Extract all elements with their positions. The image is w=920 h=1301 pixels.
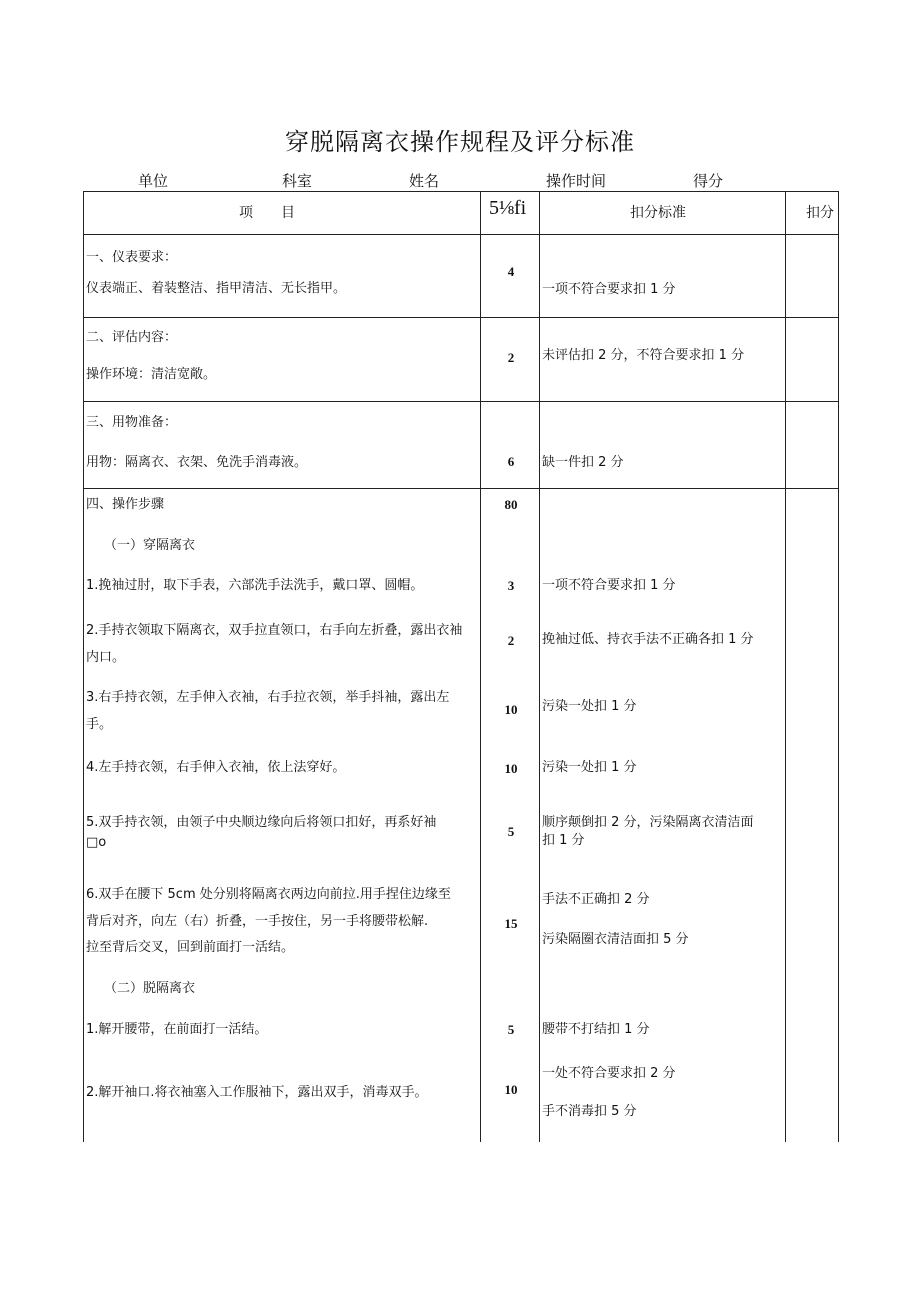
don-step6-line2: 背后对齐，向左（右）折叠，一手按住，另一手将腰带松解. [86, 914, 429, 929]
don-step2-line1: 2.手持衣领取下隔离衣，双手拉直领口，右手向左折叠，露出衣袖 [86, 623, 463, 638]
don-step5-criteria-line2: 扣 1 分 [542, 833, 585, 848]
don-step3-line2: 手。 [86, 717, 113, 732]
meta-dept: 科室 [282, 172, 313, 190]
row2-text: 操作环境：清洁宽敞。 [86, 367, 217, 382]
scoring-table [83, 191, 839, 1142]
don-step6-line1: 6.双手在腰下 5cm 处分别将隔离衣两边向前拉.用手捏住边缘至 [86, 887, 451, 902]
doff-step2-criteria-line2: 手不消毒扣 5 分 [542, 1104, 637, 1119]
row4-points: 80 [504, 497, 518, 512]
don-step5-criteria-line1: 顺序颠倒扣 2 分，污染隔离衣清洁面 [542, 815, 754, 830]
don-step6-line3: 拉至背后交叉，回到前面打一活结。 [86, 940, 295, 955]
meta-unit: 单位 [138, 172, 169, 190]
doff-step1-criteria: 腰带不打结扣 1 分 [542, 1022, 650, 1037]
header-item: 项 目 [239, 205, 295, 221]
row3-text: 用物：隔离衣、衣架、免洗手消毒液。 [86, 455, 308, 470]
don-step4-points: 10 [504, 761, 518, 776]
subsection-doff: （二）脱隔离衣 [104, 981, 196, 996]
don-step5-line1: 5.双手持衣领，由领子中央顺边缘向后将领口扣好，再系好袖 [86, 815, 437, 830]
row2-criteria: 未评估扣 2 分，不符合要求扣 1 分 [542, 348, 745, 363]
don-step1-criteria: 一项不符合要求扣 1 分 [542, 578, 676, 593]
row3-points: 6 [507, 454, 515, 469]
don-step3-line1: 3.右手持衣领，左手伸入衣袖，右手拉衣领，举手抖袖，露出左 [86, 690, 450, 705]
don-step3-points: 10 [504, 702, 518, 717]
row1-text: 仪表端正、着装整洁、指甲清洁、无长指甲。 [86, 281, 347, 296]
header-deduct: 扣分 [806, 205, 834, 221]
page-title: 穿脱隔离衣操作规程及评分标准 [285, 128, 635, 156]
row4-heading: 四、操作步骤 [86, 497, 165, 512]
subsection-don: （一）穿隔离衣 [104, 538, 196, 553]
doff-step2: 2.解开袖口.将衣袖塞入工作服袖下，露出双手，消毒双手。 [86, 1085, 428, 1100]
meta-score: 得分 [693, 172, 724, 190]
don-step6-criteria-line2: 污染隔圈衣清洁面扣 5 分 [542, 932, 689, 947]
doff-step2-points: 10 [504, 1082, 518, 1097]
don-step2-line2: 内口。 [86, 650, 126, 665]
row1-points: 4 [507, 264, 515, 279]
don-step1-points: 3 [507, 578, 515, 593]
don-step1: 1.挽袖过肘，取下手表，六部洗手法洗手，戴口罩、圆帽。 [86, 578, 424, 593]
doff-step1-points: 5 [507, 1022, 515, 1037]
don-step4-criteria: 污染一处扣 1 分 [542, 760, 637, 775]
don-step2-points: 2 [507, 633, 515, 648]
don-step5-line2: □o [86, 835, 107, 850]
doff-step2-criteria-line1: 一处不符合要求扣 2 分 [542, 1066, 676, 1081]
row2-heading: 二、评估内容： [86, 330, 178, 345]
row1-heading: 一、仪表要求： [86, 250, 178, 265]
don-step6-points: 15 [504, 916, 518, 931]
header-criteria: 扣分标准 [630, 205, 686, 221]
doff-step1: 1.解开腰带，在前面打一活结。 [86, 1022, 268, 1037]
row3-criteria: 缺一件扣 2 分 [542, 455, 624, 470]
header-points: 5⅛fi [489, 197, 527, 219]
don-step6-criteria-line1: 手法不正确扣 2 分 [542, 892, 650, 907]
row1-criteria: 一项不符合要求扣 1 分 [542, 282, 676, 297]
meta-time: 操作时间 [546, 172, 607, 190]
don-step2-criteria: 挽袖过低、持衣手法不正确各扣 1 分 [542, 632, 754, 647]
don-step3-criteria: 污染一处扣 1 分 [542, 699, 637, 714]
row3-heading: 三、用物准备： [86, 415, 178, 430]
don-step5-points: 5 [507, 824, 515, 839]
row2-points: 2 [507, 350, 515, 365]
don-step4: 4.左手持衣领，右手伸入衣袖，依上法穿好。 [86, 760, 346, 775]
meta-name: 姓名 [409, 172, 440, 190]
